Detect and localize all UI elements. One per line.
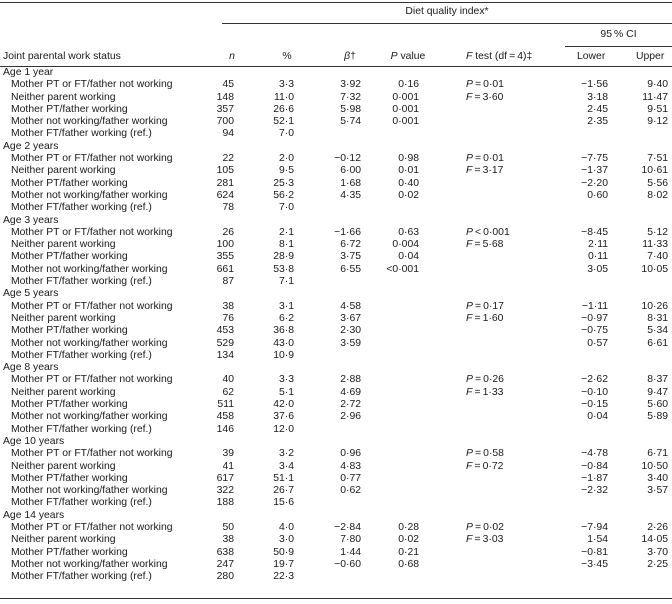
table-row — [0, 350, 672, 362]
ci-lower-cell: −0·81 — [581, 546, 608, 558]
ci-upper-cell: 5·34 — [647, 325, 668, 337]
status-cell: Mother PT/father working — [11, 177, 128, 189]
age-group-row — [0, 67, 672, 79]
n-cell: 76 — [222, 312, 234, 324]
percent-cell: 3·0 — [278, 534, 294, 546]
ci-lower-cell: −4·78 — [581, 448, 608, 460]
percent-cell: 5·1 — [278, 386, 294, 398]
age-group-row — [0, 362, 672, 374]
ci-upper-cell: 3·57 — [647, 485, 668, 497]
table-row — [0, 153, 672, 165]
n-cell: 78 — [222, 202, 234, 214]
ci-upper-cell: 9·12 — [647, 116, 668, 128]
status-cell: Mother not working/father working — [11, 485, 168, 497]
age-group-row — [0, 215, 672, 227]
percent-cell: 15·6 — [273, 497, 294, 509]
ci-upper-cell: 8·37 — [647, 374, 668, 386]
n-cell: 38 — [222, 300, 234, 312]
ci-lower-cell: −2·20 — [581, 177, 608, 189]
n-cell: 355 — [216, 251, 234, 263]
n-cell: 529 — [216, 337, 234, 349]
ci-upper-cell: 2·25 — [647, 558, 668, 570]
n-cell: 247 — [216, 558, 234, 570]
table-row — [0, 534, 672, 546]
col-header-n: n — [229, 51, 235, 62]
n-cell: 100 — [216, 239, 234, 251]
ci-upper-cell: 6·61 — [647, 337, 668, 349]
ci-upper-cell: 10·61 — [641, 165, 668, 177]
table-row — [0, 411, 672, 423]
table-row — [0, 374, 672, 386]
ci-upper-cell: 11·33 — [642, 239, 668, 251]
beta-cell: −1·66 — [334, 226, 361, 238]
p-value-cell: 0·01 — [398, 165, 419, 177]
table-row — [0, 301, 672, 313]
beta-cell: 0·96 — [340, 448, 361, 460]
percent-cell: 36·8 — [273, 325, 294, 337]
p-value-cell: 0·63 — [398, 226, 419, 238]
ci-lower-cell: −1·87 — [581, 472, 608, 484]
table-row — [0, 116, 672, 128]
table-row — [0, 387, 672, 399]
diet-quality-index-header: Diet quality index* — [405, 6, 489, 17]
percent-cell: 37·6 — [273, 411, 294, 423]
table-row — [0, 424, 672, 436]
f-test-cell: P < 0·001 — [466, 226, 510, 238]
p-value-cell: 0·001 — [392, 91, 419, 103]
percent-cell: 43·0 — [273, 337, 294, 349]
ci-lower-cell: −1·37 — [581, 165, 608, 177]
percent-cell: 3·3 — [278, 374, 294, 386]
col-header-p-value: P value — [390, 51, 426, 62]
n-cell: 661 — [216, 263, 234, 275]
status-cell: Mother PT/father working — [11, 472, 128, 484]
table-row — [0, 522, 672, 534]
f-test-cell: P = 0·01 — [466, 153, 504, 165]
status-cell: Neither parent working — [11, 239, 116, 251]
table-row — [0, 473, 672, 485]
age-group-row — [0, 288, 672, 300]
status-cell: Mother not working/father working — [11, 558, 168, 570]
ci-lower-cell: 3·18 — [587, 91, 608, 103]
beta-cell: 2·96 — [340, 411, 361, 423]
ci-upper-cell: 7·40 — [647, 251, 668, 263]
ci-upper-cell: 10·05 — [641, 263, 668, 275]
status-cell: Mother PT or FT/father not working — [11, 374, 173, 386]
table-row — [0, 559, 672, 571]
ci-upper-cell: 3·40 — [647, 472, 668, 484]
p-value-cell: 0·68 — [398, 558, 419, 570]
table-row — [0, 571, 672, 583]
table-row — [0, 338, 672, 350]
beta-cell: 3·75 — [340, 251, 361, 263]
ci-lower-cell: −7·75 — [581, 153, 608, 165]
top-rule — [0, 2, 672, 3]
n-cell: 188 — [216, 497, 234, 509]
ci-lower-cell: −7·94 — [581, 521, 608, 533]
n-cell: 87 — [222, 276, 234, 288]
n-cell: 458 — [216, 411, 234, 423]
f-test-cell: F = 1·33 — [466, 386, 504, 398]
n-cell: 62 — [222, 386, 234, 398]
p-value-cell: <0·001 — [386, 263, 419, 275]
n-cell: 40 — [222, 374, 234, 386]
p-value-cell: 0·16 — [398, 79, 419, 91]
table-row — [0, 251, 672, 263]
col-header-upper: Upper — [636, 51, 665, 62]
beta-cell: 3·67 — [340, 312, 361, 324]
table-row — [0, 461, 672, 473]
p-value-cell: 0·28 — [398, 521, 419, 533]
percent-cell: 53·8 — [273, 263, 294, 275]
status-cell: Mother FT/father working (ref.) — [11, 423, 152, 435]
beta-cell: 4·83 — [340, 460, 361, 472]
status-cell: Neither parent working — [11, 91, 116, 103]
beta-cell: 2·30 — [340, 325, 361, 337]
beta-cell: 6·72 — [340, 239, 361, 251]
ci-lower-cell: 0·60 — [587, 189, 608, 201]
n-cell: 700 — [216, 116, 234, 128]
ci-upper-cell: 10·26 — [641, 300, 668, 312]
n-cell: 638 — [216, 546, 234, 558]
table-row — [0, 485, 672, 497]
table-row — [0, 313, 672, 325]
ci-upper-cell: 6·71 — [647, 448, 668, 460]
status-cell: Mother PT or FT/father not working — [11, 79, 173, 91]
status-cell: Mother PT/father working — [11, 103, 128, 115]
ci-lower-cell: −1·11 — [581, 300, 608, 312]
status-cell: Mother FT/father working (ref.) — [11, 276, 152, 288]
beta-cell: −0·12 — [334, 153, 361, 165]
ci-rule — [565, 46, 672, 47]
status-cell: Mother PT or FT/father not working — [11, 448, 173, 460]
ci-upper-cell: 9·40 — [647, 79, 668, 91]
status-cell: Mother not working/father working — [11, 337, 168, 349]
ci-lower-cell: −8·45 — [581, 226, 608, 238]
ci-upper-cell: 14·05 — [641, 534, 668, 546]
n-cell: 146 — [216, 423, 234, 435]
beta-cell: 2·88 — [340, 374, 361, 386]
n-cell: 50 — [222, 521, 234, 533]
ci-upper-cell: 9·47 — [647, 386, 668, 398]
status-cell: Neither parent working — [11, 534, 116, 546]
ci-upper-cell: 7·51 — [647, 153, 668, 165]
f-test-cell: F = 3·60 — [466, 91, 504, 103]
f-test-cell: F = 3·03 — [466, 534, 504, 546]
f-test-cell: F = 5·68 — [466, 239, 504, 251]
ci-lower-cell: 0·57 — [587, 337, 608, 349]
ci-lower-cell: −3·45 — [581, 558, 608, 570]
ci-lower-cell: 2·45 — [587, 103, 608, 115]
p-value-cell: 0·004 — [392, 239, 419, 251]
percent-cell: 12·0 — [273, 423, 294, 435]
status-cell: Mother FT/father working (ref.) — [11, 571, 152, 583]
percent-cell: 4·0 — [278, 521, 294, 533]
percent-cell: 42·0 — [273, 399, 294, 411]
status-cell: Neither parent working — [11, 460, 116, 472]
percent-cell: 8·1 — [278, 239, 294, 251]
beta-cell: 7·32 — [340, 91, 361, 103]
n-cell: 624 — [216, 189, 234, 201]
n-cell: 105 — [216, 165, 234, 177]
beta-cell: 1·68 — [340, 177, 361, 189]
percent-cell: 11·0 — [273, 91, 294, 103]
p-value-cell: 0·001 — [392, 116, 419, 128]
percent-cell: 2·0 — [278, 153, 294, 165]
table-row — [0, 399, 672, 411]
n-cell: 134 — [216, 349, 234, 361]
beta-cell: 5·74 — [340, 116, 361, 128]
table-body — [0, 67, 672, 583]
ci-lower-cell: −0·97 — [581, 312, 608, 324]
n-cell: 39 — [222, 448, 234, 460]
col-header-f-test: F test (df = 4)‡ — [466, 51, 533, 62]
status-cell: Mother PT/father working — [11, 399, 128, 411]
status-cell: Mother PT/father working — [11, 546, 128, 558]
beta-cell: 6·55 — [340, 263, 361, 275]
status-cell: Neither parent working — [11, 312, 116, 324]
status-cell: Mother PT or FT/father not working — [11, 521, 173, 533]
percent-cell: 28·9 — [273, 251, 294, 263]
p-value-cell: 0·40 — [398, 177, 419, 189]
percent-cell: 26·7 — [273, 485, 294, 497]
status-cell: Mother PT or FT/father not working — [11, 300, 173, 312]
col-header-beta: β† — [344, 51, 356, 62]
percent-cell: 3·3 — [278, 79, 294, 91]
ci-lower-cell: −1·56 — [581, 79, 608, 91]
p-value-cell: 0·02 — [398, 189, 419, 201]
ci-upper-cell: 9·51 — [647, 103, 668, 115]
status-cell: Mother not working/father working — [11, 116, 168, 128]
n-cell: 453 — [216, 325, 234, 337]
ci-upper-cell: 5·56 — [647, 177, 668, 189]
n-cell: 94 — [222, 128, 234, 140]
beta-cell: 4·69 — [340, 386, 361, 398]
f-test-cell: P = 0·26 — [466, 374, 504, 386]
table-row — [0, 92, 672, 104]
percent-cell: 25·3 — [273, 177, 294, 189]
percent-cell: 2·1 — [278, 226, 294, 238]
beta-cell: 3·59 — [340, 337, 361, 349]
table-row — [0, 104, 672, 116]
table-row — [0, 202, 672, 214]
percent-cell: 9·5 — [278, 165, 294, 177]
percent-cell: 10·9 — [273, 349, 294, 361]
ci-upper-cell: 5·60 — [647, 399, 668, 411]
n-cell: 322 — [216, 485, 234, 497]
status-cell: Mother PT or FT/father not working — [11, 226, 173, 238]
table-row — [0, 227, 672, 239]
percent-cell: 7·0 — [278, 128, 294, 140]
status-cell: Neither parent working — [11, 165, 116, 177]
beta-cell: 4·35 — [340, 189, 361, 201]
ci-lower-cell: −0·15 — [581, 399, 608, 411]
age-group-label: Age 14 years — [3, 509, 65, 521]
status-cell: Mother FT/father working (ref.) — [11, 202, 152, 214]
status-cell: Mother FT/father working (ref.) — [11, 128, 152, 140]
percent-cell: 3·1 — [278, 300, 294, 312]
beta-cell: 0·62 — [340, 485, 361, 497]
p-value-cell: 0·04 — [398, 251, 419, 263]
ci-lower-cell: −0·84 — [581, 460, 608, 472]
percent-cell: 3·4 — [278, 460, 294, 472]
f-test-cell: P = 0·02 — [466, 521, 504, 533]
age-group-label: Age 3 years — [3, 214, 59, 226]
n-cell: 281 — [216, 177, 234, 189]
age-group-label: Age 5 years — [3, 288, 59, 300]
p-value-cell: 0·21 — [398, 546, 419, 558]
ci-lower-cell: −0·10 — [581, 386, 608, 398]
status-cell: Mother PT/father working — [11, 325, 128, 337]
n-cell: 22 — [222, 153, 234, 165]
ci-lower-cell: 1·54 — [587, 534, 608, 546]
diet-quality-rule — [222, 23, 672, 24]
table-row — [0, 165, 672, 177]
percent-cell: 6·2 — [278, 312, 294, 324]
percent-cell: 51·1 — [273, 472, 294, 484]
table-row — [0, 178, 672, 190]
table-row — [0, 497, 672, 509]
ci-lower-cell: 2·35 — [587, 116, 608, 128]
f-test-cell: F = 1·60 — [466, 312, 504, 324]
ci-upper-cell: 3·70 — [647, 546, 668, 558]
table-row — [0, 79, 672, 91]
percent-cell: 7·0 — [278, 202, 294, 214]
beta-cell: 7·80 — [340, 534, 361, 546]
ci-upper-cell: 8·31 — [647, 312, 668, 324]
percent-cell: 19·7 — [273, 558, 294, 570]
percent-cell: 50·9 — [273, 546, 294, 558]
percent-cell: 7·1 — [278, 276, 294, 288]
status-cell: Mother not working/father working — [11, 189, 168, 201]
n-cell: 511 — [217, 399, 234, 411]
ci-lower-cell: 0·04 — [587, 411, 608, 423]
f-test-cell: P = 0·01 — [466, 79, 504, 91]
ci-lower-cell: −2·32 — [581, 485, 608, 497]
percent-cell: 22·3 — [273, 571, 294, 583]
status-cell: Mother not working/father working — [11, 411, 168, 423]
ci-lower-cell: 3·05 — [587, 263, 608, 275]
status-cell: Mother FT/father working (ref.) — [11, 349, 152, 361]
n-cell: 38 — [222, 534, 234, 546]
col-header-status: Joint parental work status — [3, 51, 121, 62]
age-group-row — [0, 436, 672, 448]
ci-upper-cell: 5·12 — [647, 226, 668, 238]
status-cell: Mother PT/father working — [11, 251, 128, 263]
beta-cell: 6·00 — [340, 165, 361, 177]
table-row — [0, 239, 672, 251]
ci-upper-cell: 2·26 — [647, 521, 668, 533]
beta-cell: 0·77 — [340, 472, 361, 484]
n-cell: 45 — [222, 79, 234, 91]
ci-header: 95 % CI — [600, 29, 637, 40]
n-cell: 280 — [216, 571, 234, 583]
n-cell: 41 — [222, 460, 234, 472]
beta-cell: 4·58 — [340, 300, 361, 312]
table-row — [0, 264, 672, 276]
f-test-cell: F = 3·17 — [466, 165, 504, 177]
status-cell: Mother not working/father working — [11, 263, 168, 275]
age-group-label: Age 2 years — [3, 140, 59, 152]
ci-lower-cell: 0·11 — [587, 251, 608, 263]
status-cell: Mother FT/father working (ref.) — [11, 497, 152, 509]
table-row — [0, 190, 672, 202]
f-test-cell: P = 0·58 — [466, 448, 504, 460]
percent-cell: 26·6 — [273, 103, 294, 115]
ci-upper-cell: 5·89 — [647, 411, 668, 423]
ci-lower-cell: 2·11 — [587, 239, 608, 251]
beta-cell: −2·84 — [334, 521, 361, 533]
col-header-lower: Lower — [577, 51, 606, 62]
ci-upper-cell: 10·50 — [641, 460, 668, 472]
age-group-label: Age 1 year — [3, 67, 54, 78]
beta-cell: 3·92 — [340, 79, 361, 91]
table-row — [0, 128, 672, 140]
n-cell: 617 — [216, 472, 234, 484]
table-row — [0, 276, 672, 288]
percent-cell: 3·2 — [278, 448, 294, 460]
age-group-label: Age 10 years — [3, 435, 65, 447]
ci-lower-cell: −0·75 — [581, 325, 608, 337]
p-value-cell: 0·001 — [392, 103, 419, 115]
ci-upper-cell: 11·47 — [642, 91, 668, 103]
age-group-row — [0, 510, 672, 522]
bottom-rule — [0, 598, 672, 599]
age-group-label: Age 8 years — [3, 362, 59, 374]
f-test-cell: P = 0·17 — [466, 300, 504, 312]
table-row — [0, 448, 672, 460]
beta-cell: 5·98 — [340, 103, 361, 115]
col-header-percent: % — [282, 51, 292, 62]
n-cell: 357 — [216, 103, 234, 115]
ci-lower-cell: −2·62 — [581, 374, 608, 386]
age-group-row — [0, 141, 672, 153]
table-row — [0, 325, 672, 337]
f-test-cell: F = 0·72 — [466, 460, 504, 472]
beta-cell: −0·60 — [334, 558, 361, 570]
p-value-cell: 0·02 — [398, 534, 419, 546]
beta-cell: 2·72 — [340, 399, 361, 411]
percent-cell: 52·1 — [273, 116, 294, 128]
n-cell: 26 — [222, 226, 234, 238]
ci-upper-cell: 8·02 — [647, 189, 668, 201]
n-cell: 148 — [216, 91, 234, 103]
status-cell: Mother PT or FT/father not working — [11, 153, 173, 165]
beta-cell: 1·44 — [340, 546, 361, 558]
p-value-cell: 0·98 — [398, 153, 419, 165]
percent-cell: 56·2 — [273, 189, 294, 201]
status-cell: Neither parent working — [11, 386, 116, 398]
table-row — [0, 547, 672, 559]
